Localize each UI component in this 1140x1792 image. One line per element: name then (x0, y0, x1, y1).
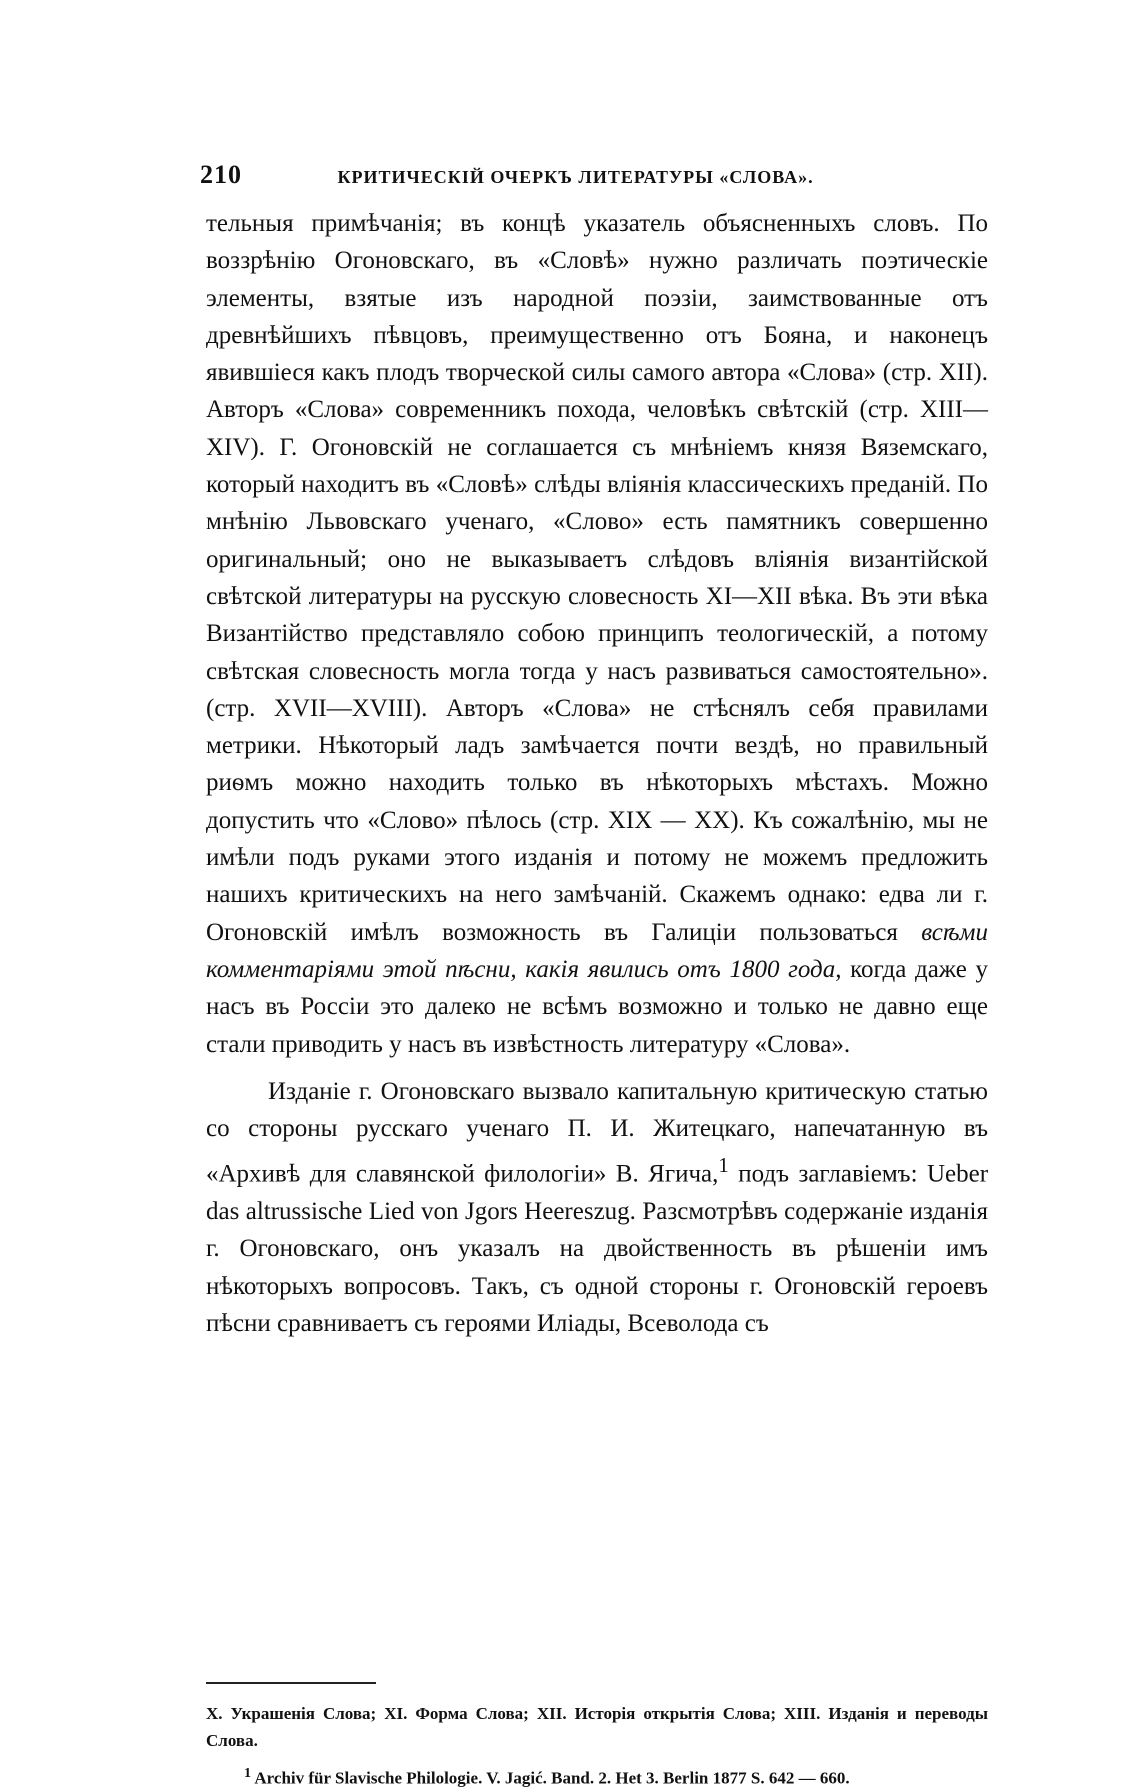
paragraph-1-end: когда даже у насъ въ Россіи это далеко не всѣмъ возможно и только не давно еще стали приводить у насъ въ извѣстность литературу «Слова». (206, 955, 989, 1058)
paragraph-2-start: Изданіе г. Огоновскаго вызвало капитальную критическую статью со стороны русскаго ученаго П. И. Житецкаго, напечатанную въ «Архивѣ для славянской филологіи» В. Ягича, (206, 1077, 988, 1188)
paragraph-2 (206, 1073, 988, 1342)
paragraph-2-german-title: Ueber das altrussische Lied von Jgors Heereszug. (206, 1160, 989, 1226)
footnote-rule (206, 1682, 376, 1684)
footnotes (206, 1700, 988, 1792)
running-title: КРИТИЧЕСКІЙ ОЧЕРКЪ ЛИТЕРАТУРЫ «СЛОВА». (337, 167, 814, 187)
paragraph-2-mid: подъ заглавіемъ: (738, 1160, 918, 1188)
main-text (206, 205, 988, 1342)
paragraph-1-italic: всѣми комментаріями этой пѣсни, какія явились отъ 1800 года, (206, 918, 988, 983)
page-number: 210 (200, 160, 242, 189)
paragraph-1-text: тельныя примѣчанія; въ концѣ указатель объясненныхъ словъ. По воззрѣнію Огоновскаго, въ «Словѣ» нужно различать поэтическіе элементы, взятые изъ народной поэзіи, заимствованные отъ древнѣйшихъ пѣвцовъ, преимущественно отъ Бояна, и наконецъ явившіеся какъ плодъ творческой силы самого автора «Слова» (стр. XII). Авторъ «Слова» современникъ похода, человѣкъ свѣтскій (стр. XIII—XIV). Г. Огоновскій не соглашается съ мнѣніемъ князя Вяземскаго, который находитъ въ «Словѣ» слѣды вліянія классическихъ преданій. По мнѣнію Львовскаго ученаго, «Слово» есть памятникъ совершенно оригинальный; оно не выказываетъ слѣдовъ вліянія византійской свѣтской литературы на русскую словесность XI—XII вѣка. Въ эти вѣка Византійство представляло собою принципъ теологическій, а потому свѣтская словесность могла тогда у насъ развиваться самостоятельно». (стр. XVII—XVIII). Авторъ «Слова» не стѣснялъ себя правилами метрики. Нѣкоторый ладъ замѣчается почти вездѣ, но правильный риѳмъ можно находить только въ нѣкоторыхъ мѣстахъ. Можно допустить что «Слово» пѣлось (стр. XIX — XX). Къ сожалѣнію, мы не имѣли подъ руками этого изданія и потому не можемъ предложить нашихъ критическихъ на него замѣчаній. Скажемъ однако: едва ли г. Огоновскій имѣлъ возможность въ Галиціи пользоваться (206, 210, 988, 946)
footnote-marker: 1 (718, 1153, 729, 1178)
paragraph-1 (206, 205, 988, 1063)
paragraph-2-end: Разсмотрѣвъ содержаніе изданія г. Огоновскаго, онъ указалъ на двойственность въ рѣшеніи имъ нѣкоторыхъ вопросовъ. Такъ, съ одной стороны г. Огоновскій героевъ пѣсни сравниваетъ съ героями Иліады, Всеволода съ (206, 1198, 988, 1337)
footnote-2-text: Archiv für Slavische Philologie. V. Jagić. Band. 2. Het 3. Berlin 1877 S. 642 — 660. (254, 1768, 850, 1788)
footnote-2 (206, 1760, 988, 1792)
running-header (200, 160, 970, 190)
footnote-2-marker: 1 (244, 1765, 252, 1781)
footnote-1: X. Украшенія Слова; XI. Форма Слова; XII. Исторія открытія Слова; XIII. Изданія и переводы Слова. (206, 1704, 988, 1750)
